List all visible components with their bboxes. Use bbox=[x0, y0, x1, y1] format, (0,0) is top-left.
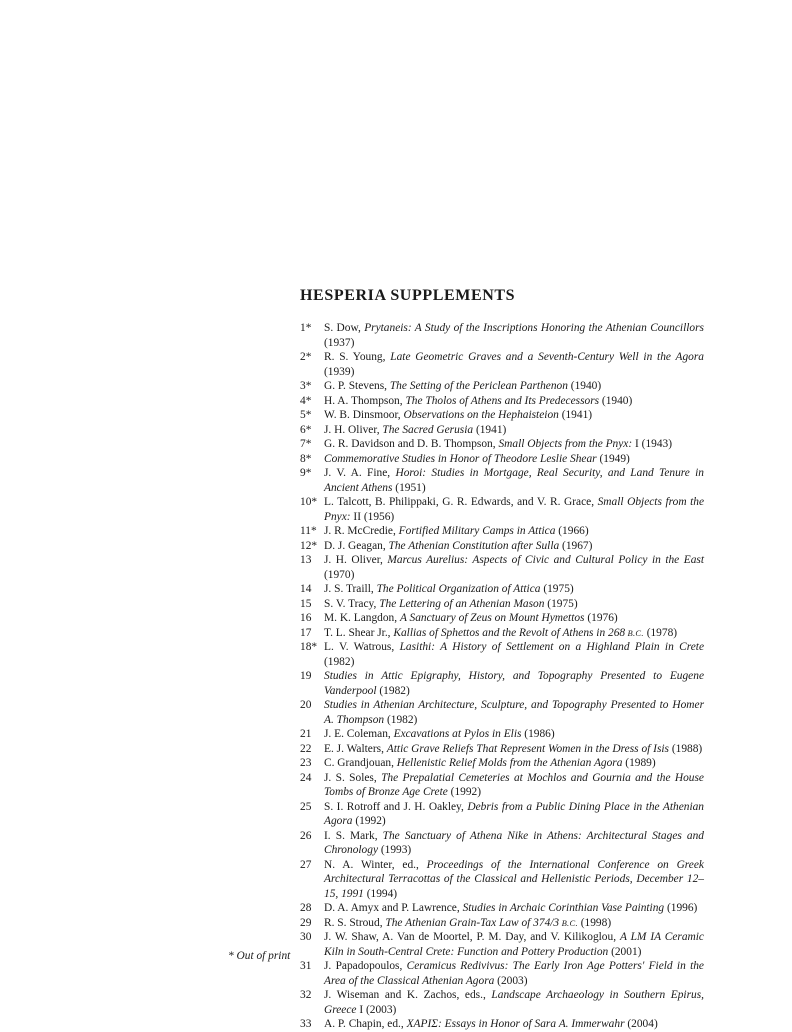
entry-author: L. Talcott, B. Philippaki, G. R. Edwards, and V. R. Grace, bbox=[324, 496, 598, 508]
list-item bbox=[300, 379, 704, 394]
entry-author: H. A. Thompson, bbox=[324, 394, 406, 407]
list-item bbox=[300, 423, 704, 438]
entry-year: (1951) bbox=[392, 481, 426, 494]
entry-year: I (1943) bbox=[632, 438, 673, 450]
entry-citation bbox=[324, 597, 704, 612]
list-item bbox=[300, 495, 704, 524]
entry-citation bbox=[324, 988, 704, 1017]
entry-author: C. Grandjouan, bbox=[324, 757, 397, 769]
list-item bbox=[300, 669, 704, 698]
entry-number: 6* bbox=[300, 423, 312, 436]
entry-author: G. R. Davidson and D. B. Thompson, bbox=[324, 438, 499, 450]
list-item bbox=[300, 727, 704, 742]
entry-title: The Tholos of Athens and Its Predecessors bbox=[405, 394, 600, 407]
entry-year: (2004) bbox=[624, 1018, 658, 1030]
entry-author: T. L. Shear Jr., bbox=[324, 626, 394, 639]
entry-author: J. H. Oliver, bbox=[324, 423, 383, 436]
entry-citation bbox=[324, 727, 704, 742]
entry-author: J. Wiseman and K. Zachos, eds., bbox=[324, 989, 492, 1001]
entry-year: (1940) bbox=[599, 394, 633, 407]
entry-author: S. I. Rotroff and J. H. Oakley, bbox=[324, 800, 468, 813]
entry-citation bbox=[324, 771, 704, 800]
entry-title: The Political Organization of Attica bbox=[376, 583, 541, 595]
entry-citation bbox=[324, 756, 704, 771]
entry-year: (1941) bbox=[558, 409, 593, 421]
entry-title: Small Objects from the Pnyx: bbox=[498, 438, 633, 450]
entry-citation bbox=[324, 437, 704, 452]
entry-number: 27 bbox=[300, 858, 312, 871]
entry-citation bbox=[324, 582, 704, 597]
entry-author: R. S. Stroud, bbox=[324, 916, 386, 929]
entry-title: Studies in Attic Epigraphy, History, and Topography Presented to Eugene Vanderpool bbox=[324, 670, 704, 697]
entry-title: Ceramicus Redivivus: The Early Iron Age Potters' Field in the Area of the Classical Athenian Agora bbox=[324, 960, 704, 987]
entry-year: I (2003) bbox=[356, 1003, 397, 1016]
entry-author: J. V. A. Fine, bbox=[324, 467, 396, 479]
entry-title: The Sanctuary of Athena Nike in Athens: Architectural Stages and Chronology bbox=[324, 829, 705, 856]
entry-number: 19 bbox=[300, 670, 312, 682]
list-item bbox=[300, 553, 704, 582]
list-item bbox=[300, 959, 704, 988]
entry-title: Proceedings of the International Conference on Greek Architectural Terracottas of the Classical and Hellenistic Periods, December 12–15, 1991 bbox=[324, 858, 704, 900]
entry-year: (1949) bbox=[596, 452, 630, 465]
entry-era: B.C. bbox=[625, 627, 644, 638]
entry-number: 10* bbox=[300, 496, 318, 508]
entry-citation bbox=[324, 495, 704, 524]
entry-year: (1996) bbox=[664, 902, 698, 914]
entry-year: (1998) bbox=[577, 916, 612, 929]
entry-number: 8* bbox=[300, 452, 312, 465]
entry-number: 28 bbox=[300, 902, 312, 914]
list-item bbox=[300, 800, 704, 829]
list-item bbox=[300, 437, 704, 452]
entry-year: (1992) bbox=[447, 786, 482, 798]
entry-title: Marcus Aurelius: Aspects of Civic and Cultural Policy in the East bbox=[387, 554, 705, 566]
entry-title: Observations on the Hephaisteion bbox=[403, 409, 559, 421]
entry-number: 4* bbox=[300, 394, 312, 407]
entry-year: (1937) bbox=[324, 336, 355, 349]
entry-number: 15 bbox=[300, 597, 312, 610]
entry-year: (1982) bbox=[376, 684, 410, 697]
list-item bbox=[300, 408, 704, 423]
entry-year: (1978) bbox=[643, 626, 678, 639]
entry-citation bbox=[324, 1017, 704, 1032]
entry-author: W. B. Dinsmoor, bbox=[324, 409, 404, 421]
list-item bbox=[300, 611, 704, 626]
entry-year: (2003) bbox=[494, 974, 528, 987]
entry-author: I. S. Mark, bbox=[324, 829, 383, 842]
entry-number: 13 bbox=[300, 554, 312, 566]
list-item bbox=[300, 466, 704, 495]
entry-number: 31 bbox=[300, 960, 312, 972]
entry-year: (1970) bbox=[324, 568, 355, 581]
list-item bbox=[300, 350, 704, 379]
list-item bbox=[300, 829, 704, 858]
list-item bbox=[300, 524, 704, 539]
entry-citation bbox=[324, 423, 704, 438]
entry-title: Small Objects from the Pnyx: bbox=[324, 496, 705, 523]
entry-number: 32 bbox=[300, 989, 312, 1001]
entry-year: (1976) bbox=[584, 612, 618, 624]
entry-citation bbox=[324, 669, 704, 698]
entry-title: The Lettering of an Athenian Mason bbox=[379, 597, 545, 610]
page-title: HESPERIA SUPPLEMENTS bbox=[300, 287, 516, 304]
entry-year: (1986) bbox=[521, 728, 555, 740]
list-item bbox=[300, 901, 704, 916]
entry-author: J. R. McCredie, bbox=[324, 525, 399, 537]
entry-title: The Setting of the Periclean Parthenon bbox=[389, 380, 568, 392]
entry-number: 24 bbox=[300, 771, 312, 784]
entry-author: J. W. Shaw, A. Van de Moortel, P. M. Day, and V. Kilikoglou, bbox=[324, 931, 620, 943]
entry-citation bbox=[324, 379, 704, 394]
entry-number: 33 bbox=[300, 1018, 312, 1030]
entry-year: (1939) bbox=[324, 365, 355, 378]
entry-year: (1982) bbox=[384, 713, 418, 726]
entry-citation bbox=[324, 916, 704, 931]
entry-author: D. A. Amyx and P. Lawrence, bbox=[324, 902, 463, 914]
entry-year: (1967) bbox=[559, 539, 593, 552]
footnote-out-of-print: * Out of print bbox=[228, 950, 291, 962]
list-item bbox=[300, 930, 704, 959]
entry-author: J. H. Oliver, bbox=[324, 554, 388, 566]
list-item bbox=[300, 858, 704, 902]
entry-title: Prytaneis: A Study of the Inscriptions Honoring the Athenian Councillors bbox=[364, 322, 704, 334]
list-item bbox=[300, 626, 704, 641]
entry-number: 9* bbox=[300, 467, 312, 479]
entry-number: 22 bbox=[300, 742, 312, 755]
entry-title: Attic Grave Reliefs That Represent Women in the Dress of Isis bbox=[386, 742, 669, 755]
list-item bbox=[300, 1017, 704, 1032]
list-item bbox=[300, 394, 704, 409]
entry-citation bbox=[324, 800, 704, 829]
entry-title: Excavations at Pylos in Elis bbox=[393, 728, 522, 740]
list-item bbox=[300, 452, 704, 467]
entry-author: G. P. Stevens, bbox=[324, 380, 390, 392]
list-item bbox=[300, 771, 704, 800]
entry-citation bbox=[324, 321, 704, 350]
entry-number: 16 bbox=[300, 612, 312, 624]
entry-number: 25 bbox=[300, 800, 312, 813]
entry-year: (1993) bbox=[378, 844, 412, 856]
list-item bbox=[300, 988, 704, 1017]
entry-year: (1988) bbox=[668, 742, 703, 755]
entry-author: M. K. Langdon, bbox=[324, 612, 400, 624]
entry-citation bbox=[324, 858, 704, 902]
entry-era: B.C. bbox=[559, 917, 578, 928]
entry-year: (1975) bbox=[540, 583, 574, 595]
list-item bbox=[300, 916, 704, 931]
entry-number: 30 bbox=[300, 931, 312, 943]
entry-title: The Sacred Gerusia bbox=[382, 423, 474, 436]
entry-title: Hellenistic Relief Molds from the Athenian Agora bbox=[396, 757, 623, 769]
entry-title: Studies in Archaic Corinthian Vase Painting bbox=[462, 902, 665, 914]
entry-author: J. S. Traill, bbox=[324, 583, 377, 595]
entry-title: A Sanctuary of Zeus on Mount Hymettos bbox=[399, 612, 585, 624]
list-item bbox=[300, 742, 704, 757]
entry-number: 3* bbox=[300, 380, 312, 392]
entry-citation bbox=[324, 408, 704, 423]
entry-citation bbox=[324, 901, 704, 916]
entry-title: Lasithi: A History of Settlement on a Highland Plain in Crete bbox=[399, 641, 704, 653]
entry-year: (1941) bbox=[473, 423, 507, 436]
entry-title: Studies in Athenian Architecture, Sculpture, and Topography Presented to Homer A. Thompson bbox=[324, 699, 704, 726]
entry-citation bbox=[324, 959, 704, 988]
entry-number: 12* bbox=[300, 539, 318, 552]
entry-year: II (1956) bbox=[350, 510, 395, 523]
entry-citation bbox=[324, 452, 704, 467]
list-item bbox=[300, 756, 704, 771]
entry-title: The Prepalatial Cemeteries at Mochlos and Gournia and the House Tombs of Bronze Age Crete bbox=[324, 771, 704, 798]
entry-citation bbox=[324, 930, 704, 959]
list-item bbox=[300, 597, 704, 612]
entry-number: 14 bbox=[300, 583, 312, 595]
entry-title: Debris from a Public Dining Place in the Athenian Agora bbox=[324, 800, 705, 827]
entry-citation bbox=[324, 698, 704, 727]
entry-citation bbox=[324, 539, 704, 554]
entry-number: 23 bbox=[300, 757, 312, 769]
entry-number: 21 bbox=[300, 728, 312, 740]
entry-author: A. P. Chapin, ed., bbox=[324, 1018, 407, 1030]
entry-author: J. S. Soles, bbox=[324, 771, 382, 784]
entry-citation bbox=[324, 626, 704, 641]
entry-citation bbox=[324, 350, 704, 379]
entry-author: L. V. Watrous, bbox=[324, 641, 400, 653]
entry-number: 5* bbox=[300, 409, 312, 421]
entry-citation bbox=[324, 829, 704, 858]
entry-citation bbox=[324, 553, 704, 582]
entry-title: The Athenian Grain-Tax Law of 374/3 bbox=[385, 916, 560, 929]
entry-year: (1975) bbox=[544, 597, 578, 610]
entry-title: Horoi: Studies in Mortgage, Real Security, and Land Tenure in Ancient Athens bbox=[324, 467, 704, 494]
entry-title: Commemorative Studies in Honor of Theodore Leslie Shear bbox=[324, 452, 597, 465]
entry-author: J. E. Coleman, bbox=[324, 728, 394, 740]
entry-citation bbox=[324, 742, 704, 757]
entry-title: ΧΑΡΙΣ: Essays in Honor of Sara A. Immerwahr bbox=[406, 1018, 625, 1030]
supplements-list bbox=[300, 321, 704, 1032]
entry-year: (1989) bbox=[622, 757, 656, 769]
entry-author: S. Dow, bbox=[324, 322, 365, 334]
entry-number: 18* bbox=[300, 641, 318, 653]
list-item bbox=[300, 640, 704, 669]
entry-year: (1982) bbox=[324, 655, 355, 668]
entry-number: 1* bbox=[300, 322, 312, 334]
entry-year: (1994) bbox=[363, 887, 398, 900]
entry-number: 11* bbox=[300, 525, 317, 537]
entry-citation bbox=[324, 611, 704, 626]
entry-title: The Athenian Constitution after Sulla bbox=[388, 539, 560, 552]
entry-author: N. A. Winter, ed., bbox=[324, 858, 427, 871]
entry-number: 7* bbox=[300, 438, 312, 450]
entry-number: 2* bbox=[300, 351, 312, 363]
list-item bbox=[300, 698, 704, 727]
entry-year: (1940) bbox=[567, 380, 602, 392]
entry-year: (1966) bbox=[555, 525, 589, 537]
entry-citation bbox=[324, 394, 704, 409]
entry-author: E. J. Walters, bbox=[324, 742, 387, 755]
entry-title: Fortified Military Camps in Attica bbox=[398, 525, 556, 537]
entry-title: Kallias of Sphettos and the Revolt of Athens in 268 bbox=[393, 626, 626, 639]
entry-author: J. Papadopoulos, bbox=[324, 960, 407, 972]
entry-citation bbox=[324, 466, 704, 495]
entry-title: A LM IA Ceramic Kiln in South-Central Crete: Function and Pottery Production bbox=[324, 931, 704, 958]
entry-number: 17 bbox=[300, 626, 312, 639]
list-item bbox=[300, 321, 704, 350]
entry-author: S. V. Tracy, bbox=[324, 597, 380, 610]
entry-title: Landscape Archaeology in Southern Epirus, Greece bbox=[324, 989, 704, 1016]
entry-citation bbox=[324, 640, 704, 669]
list-item bbox=[300, 539, 704, 554]
entry-number: 29 bbox=[300, 916, 312, 929]
entry-year: (2001) bbox=[608, 945, 642, 958]
entry-author: R. S. Young, bbox=[324, 351, 391, 363]
entry-citation bbox=[324, 524, 704, 539]
entry-title: Late Geometric Graves and a Seventh-Century Well in the Agora bbox=[390, 351, 704, 363]
entry-year: (1992) bbox=[352, 815, 386, 827]
entry-number: 20 bbox=[300, 699, 312, 711]
entry-number: 26 bbox=[300, 829, 312, 842]
list-item bbox=[300, 582, 704, 597]
entry-author: D. J. Geagan, bbox=[324, 539, 389, 552]
